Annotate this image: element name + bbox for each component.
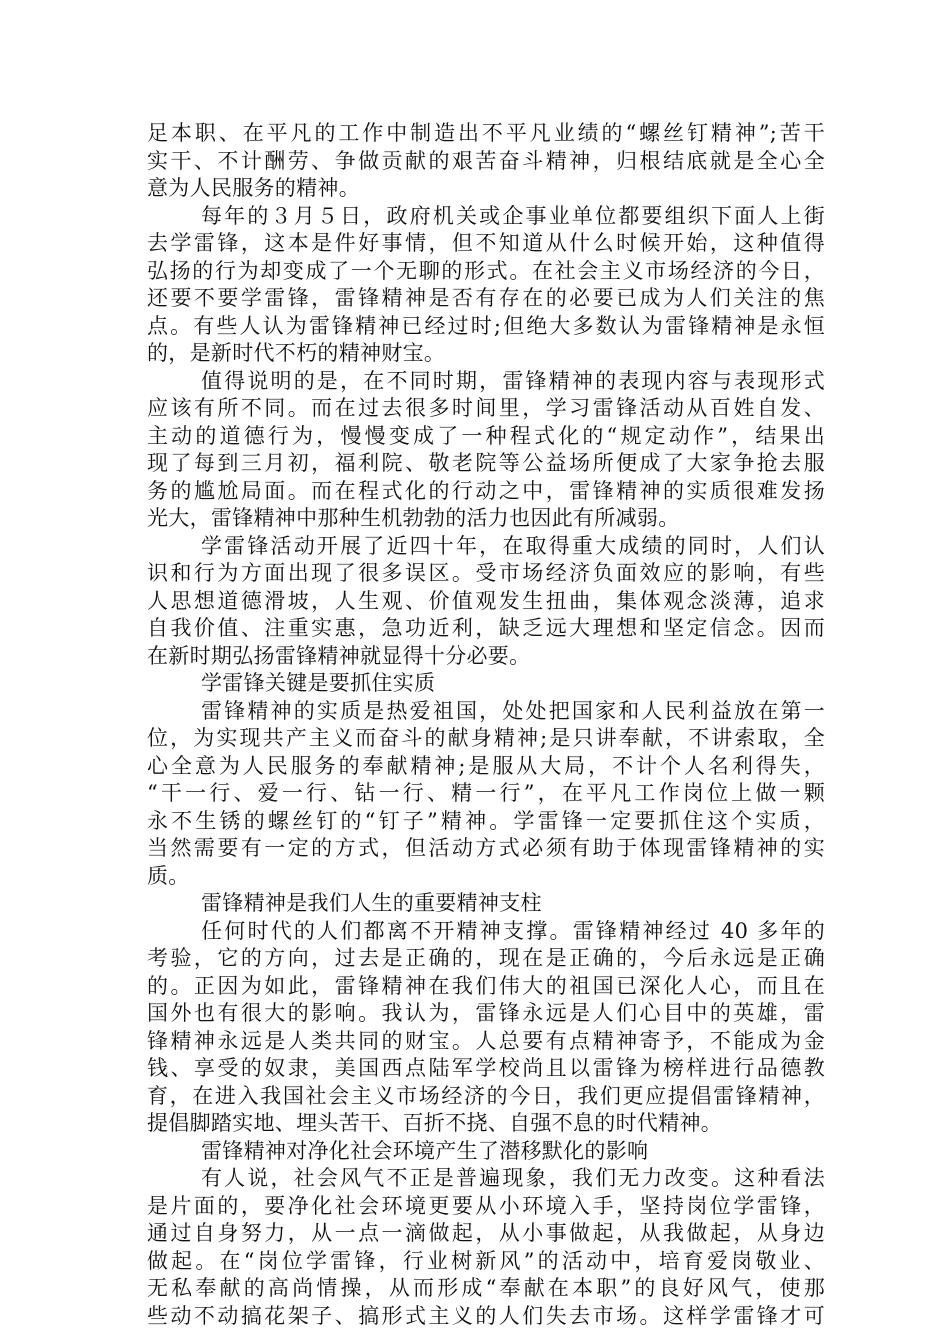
- text-line: 每年的３月５日，政府机关或企事业单位都要组织下面人上街: [201, 203, 825, 228]
- text-line: 雷锋精神的实质是热爱祖国，处处把国家和人民利益放在第一: [201, 698, 825, 723]
- section-heading: 雷锋精神对净化社会环境产生了潜移默化的影响: [201, 1138, 649, 1163]
- text-line: 有人说，社会风气不正是普遍现象，我们无力改变。这种看法: [201, 1166, 825, 1190]
- text-line: 还要不要学雷锋，雷锋精神是否有存在的必要已成为人们关注的焦: [147, 286, 825, 310]
- text-line: 实干、不计酬劳、争做贡献的艰苦奋斗精神，归根结底就是全心全: [147, 148, 825, 173]
- section-heading: 雷锋精神是我们人生的重要精神支柱: [201, 891, 542, 915]
- text-line: 弘扬的行为却变成了一个无聊的形式。在社会主义市场经济的今日，: [147, 258, 825, 283]
- text-line: 任何时代的人们都离不开精神支撑。雷锋精神经过 40 多年的: [201, 918, 825, 943]
- text-line: 锋精神永远是人类共同的财宝。人总要有点精神寄予，不能成为金: [147, 1028, 825, 1053]
- text-line: 提倡脚踏实地、埋头苦干、百折不挠、自强不息的时代精神。: [147, 1111, 723, 1135]
- text-line: 主动的道德行为，慢慢变成了一种程式化的“规定动作”，结果出: [147, 423, 825, 448]
- text-line: 些动不动搞花架子、搞形式主义的人们失去市场。这样学雷锋才可: [147, 1303, 825, 1328]
- text-line: 钱、享受的奴隶，美国西点陆军学校尚且以雷锋为榜样进行品德教: [147, 1056, 825, 1080]
- text-line: 位，为实现共产主义而奋斗的献身精神;是只讲奉献，不讲索取，全: [147, 726, 825, 750]
- text-line: 光大，雷锋精神中那种生机勃勃的活力也因此有所减弱。: [147, 506, 680, 530]
- text-line: 当然需要有一定的方式，但活动方式必须有助于体现雷锋精神的实: [147, 836, 825, 860]
- text-line: 意为人民服务的精神。: [147, 176, 360, 200]
- text-line: 务的尴尬局面。而在程式化的行动之中，雷锋精神的实质很难发扬: [147, 478, 825, 503]
- text-line: 是片面的，要净化社会环境更要从小环境入手，坚持岗位学雷锋，: [147, 1193, 825, 1218]
- text-line: 的，是新时代不朽的精神财宝。: [147, 341, 446, 365]
- text-line: 现了每到三月初，福利院、敬老院等公益场所便成了大家争抢去服: [147, 451, 825, 475]
- text-line: 应该有所不同。而在过去很多时间里，学习雷锋活动从百姓自发、: [147, 396, 825, 420]
- text-line: 人思想道德滑坡，人生观、价值观发生扭曲，集体观念淡薄，追求: [147, 588, 825, 613]
- text-line: 国外也有很大的影响。我认为，雷锋永远是人们心目中的英雄，雷: [147, 1001, 825, 1025]
- text-line: “干一行、爱一行、钻一行、精一行”，在平凡工作岗位上做一颗: [147, 781, 825, 805]
- section-heading: 学雷锋关键是要抓住实质: [201, 671, 436, 695]
- text-line: 无私奉献的高尚情操，从而形成“奉献在本职”的良好风气，使那: [147, 1276, 825, 1300]
- text-line: 考验，它的方向，过去是正确的，现在是正确的，今后永远是正确: [147, 946, 825, 970]
- text-line: 识和行为方面出现了很多误区。受市场经济负面效应的影响，有些: [147, 561, 825, 585]
- text-line: 足本职、在平凡的工作中制造出不平凡业绩的“螺丝钉精神”;苦干: [147, 121, 825, 145]
- text-line: 自我价值、注重实惠，急功近利，缺乏远大理想和坚定信念。因而: [147, 616, 825, 640]
- text-line: 在新时期弘扬雷锋精神就显得十分必要。: [147, 643, 531, 668]
- text-line: 通过自身努力，从一点一滴做起，从小事做起，从我做起，从身边: [147, 1221, 825, 1245]
- document-body: [147, 120, 825, 1330]
- text-line: 永不生锈的螺丝钉的“钉子”精神。学雷锋一定要抓住这个实质，: [147, 808, 825, 833]
- text-line: 学雷锋活动开展了近四十年，在取得重大成绩的同时，人们认: [201, 533, 825, 558]
- text-line: 育，在进入我国社会主义市场经济的今日，我们更应提倡雷锋精神，: [147, 1083, 825, 1108]
- text-line: 去学雷锋，这本是件好事情，但不知道从什么时候开始，这种值得: [147, 231, 825, 255]
- text-line: 值得说明的是，在不同时期，雷锋精神的表现内容与表现形式: [201, 368, 825, 393]
- text-line: 做起。在“岗位学雷锋，行业树新风”的活动中，培育爱岗敬业、: [147, 1248, 825, 1273]
- text-line: 的。正因为如此，雷锋精神在我们伟大的祖国已深化人心，而且在: [147, 973, 825, 998]
- text-line: 心全意为人民服务的奉献精神;是服从大局，不计个人名利得失，: [147, 753, 825, 778]
- text-line: 点。有些人认为雷锋精神已经过时;但绝大多数认为雷锋精神是永恒: [147, 313, 825, 338]
- text-line: 质。: [147, 863, 190, 888]
